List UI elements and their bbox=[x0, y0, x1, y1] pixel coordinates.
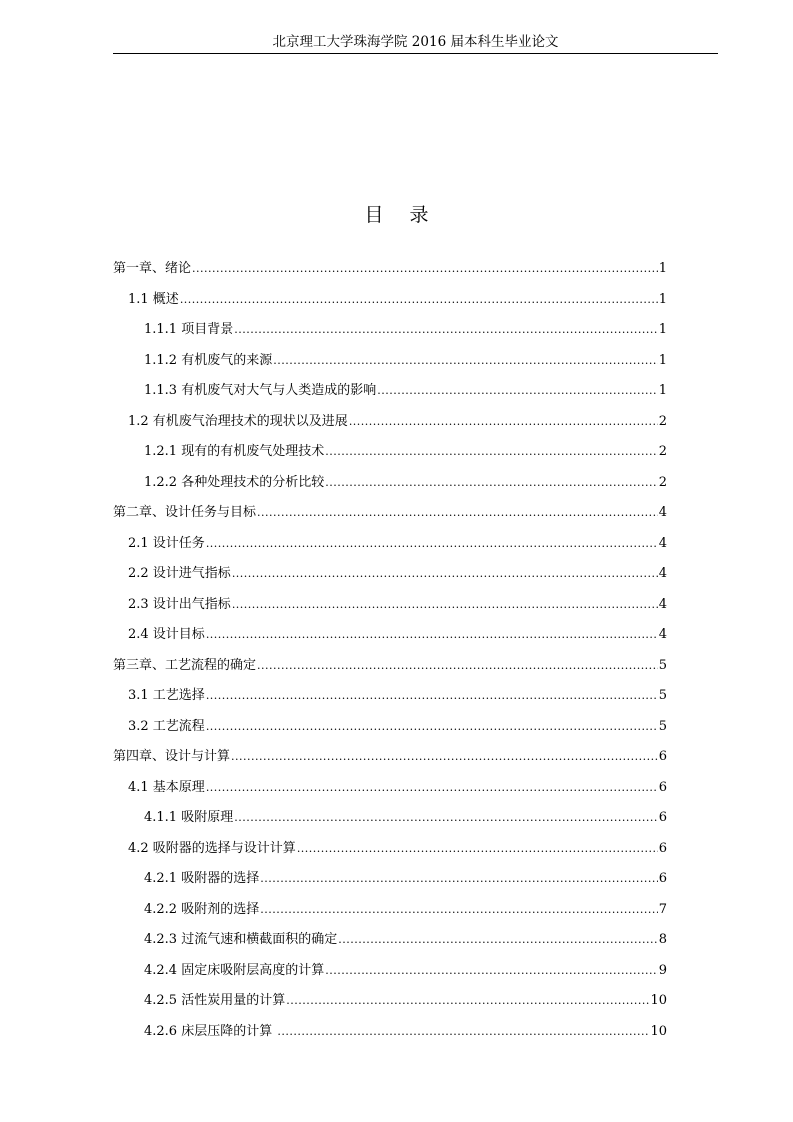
toc-dot-leader bbox=[234, 807, 658, 829]
toc-title bbox=[0, 202, 793, 228]
toc-dot-leader bbox=[206, 716, 658, 738]
toc-dot-leader bbox=[273, 350, 658, 372]
toc-entry-page: 8 bbox=[658, 932, 667, 947]
toc-dot-leader bbox=[180, 289, 658, 311]
toc-entry-label: 1.2.1 现有的有机废气处理技术 bbox=[144, 444, 325, 459]
toc-dot-leader bbox=[206, 533, 658, 555]
toc-entry-page: 5 bbox=[658, 688, 667, 703]
toc-entry-label: 4.1 基本原理 bbox=[128, 779, 205, 795]
toc-entry-label: 第三章、工艺流程的确定 bbox=[113, 657, 257, 673]
toc-entry-label: 4.2.4 固定床吸附层高度的计算 bbox=[144, 962, 325, 978]
toc-entry[interactable] bbox=[113, 776, 667, 807]
toc-dot-leader bbox=[192, 258, 658, 280]
toc-entry[interactable] bbox=[113, 440, 667, 471]
toc-dot-leader bbox=[206, 685, 658, 707]
toc-entry-label: 2.4 设计目标 bbox=[128, 627, 205, 642]
toc-entry-label: 3.2 工艺流程 bbox=[128, 718, 205, 734]
toc-entry-label: 1.1.3 有机废气对大气与人类造成的影响 bbox=[144, 383, 377, 398]
toc-entry-label: 1.1.2 有机废气的来源 bbox=[144, 352, 273, 368]
toc-entry-page: 6 bbox=[658, 871, 667, 886]
toc-dot-leader bbox=[377, 380, 658, 402]
toc-entry-page: 10 bbox=[650, 1023, 667, 1039]
toc-entry-label: 第四章、设计与计算 bbox=[113, 749, 231, 764]
toc-entry-label: 4.2.6 床层压降的计算 bbox=[144, 1023, 277, 1039]
toc-dot-leader bbox=[206, 777, 658, 799]
toc-entry-page: 2 bbox=[658, 474, 667, 490]
toc-entry[interactable] bbox=[113, 684, 667, 715]
toc-dot-leader bbox=[257, 655, 658, 677]
toc-dot-leader bbox=[277, 1021, 649, 1043]
toc-dot-leader bbox=[286, 990, 649, 1012]
toc-entry-label: 2.2 设计进气指标 bbox=[128, 566, 231, 581]
toc-entry-label: 1.1.1 项目背景 bbox=[144, 322, 234, 337]
toc-entry-label: 4.2.1 吸附器的选择 bbox=[144, 871, 260, 886]
toc-entry-page: 9 bbox=[658, 962, 667, 978]
toc-entry[interactable] bbox=[113, 928, 667, 959]
toc-entry[interactable] bbox=[113, 867, 667, 898]
toc-dot-leader bbox=[260, 899, 658, 921]
toc-entry-page: 1 bbox=[658, 322, 667, 337]
toc-entry-label: 4.2.3 过流气速和横截面积的确定 bbox=[144, 932, 338, 947]
toc-entry[interactable] bbox=[113, 501, 667, 532]
toc-entry-label: 1.2.2 各种处理技术的分析比较 bbox=[144, 474, 325, 490]
toc-entry-label: 1.1 概述 bbox=[128, 291, 179, 307]
toc-entry-page: 4 bbox=[658, 596, 667, 612]
toc-entry-label: 第一章、绪论 bbox=[113, 261, 192, 276]
running-header: 北京理工大学珠海学院 2016 届本科生毕业论文 bbox=[272, 34, 559, 50]
toc-entry[interactable] bbox=[113, 745, 667, 776]
toc-dot-leader bbox=[325, 472, 658, 494]
toc-dot-leader bbox=[234, 319, 658, 341]
toc-dot-leader bbox=[297, 838, 658, 860]
toc-dot-leader bbox=[260, 868, 658, 890]
toc-entry[interactable] bbox=[113, 562, 667, 593]
toc-entry-page: 1 bbox=[658, 383, 667, 398]
toc-entry[interactable] bbox=[113, 715, 667, 746]
toc-entry[interactable] bbox=[113, 257, 667, 288]
toc-dot-leader bbox=[231, 746, 658, 768]
toc-entry[interactable] bbox=[113, 898, 667, 929]
toc-entry-page: 4 bbox=[658, 566, 667, 581]
toc-entry-page: 5 bbox=[658, 657, 667, 673]
toc-entry-page: 4 bbox=[658, 535, 667, 551]
toc-dot-leader bbox=[338, 929, 658, 951]
toc-dot-leader bbox=[325, 960, 658, 982]
toc-entry-label: 4.2.2 吸附剂的选择 bbox=[144, 901, 260, 917]
toc-entry-page: 4 bbox=[658, 627, 667, 642]
toc-entry-label: 2.3 设计出气指标 bbox=[128, 596, 231, 612]
toc-entry[interactable] bbox=[113, 654, 667, 685]
toc-entry[interactable] bbox=[113, 837, 667, 868]
toc-entry-page: 6 bbox=[658, 840, 667, 856]
toc-entry[interactable] bbox=[113, 410, 667, 441]
toc-dot-leader bbox=[206, 624, 658, 646]
toc-entry[interactable] bbox=[113, 318, 667, 349]
toc-entry-page: 2 bbox=[658, 413, 667, 429]
toc-entry-page: 7 bbox=[658, 901, 667, 917]
toc-entry-label: 1.2 有机废气治理技术的现状以及进展 bbox=[128, 413, 348, 429]
toc-title-char-2: 录 bbox=[409, 204, 429, 226]
toc-entry-page: 5 bbox=[658, 718, 667, 734]
toc-dot-leader bbox=[232, 594, 658, 616]
toc-dot-leader bbox=[349, 411, 658, 433]
table-of-contents bbox=[113, 257, 667, 1050]
toc-entry-label: 第二章、设计任务与目标 bbox=[113, 505, 257, 520]
toc-dot-leader bbox=[257, 502, 658, 524]
toc-entry-label: 2.1 设计任务 bbox=[128, 535, 205, 551]
toc-entry[interactable] bbox=[113, 593, 667, 624]
toc-entry-page: 2 bbox=[658, 444, 667, 459]
toc-entry-label: 3.1 工艺选择 bbox=[128, 688, 205, 703]
toc-entry[interactable] bbox=[113, 288, 667, 319]
toc-entry-label: 4.2.5 活性炭用量的计算 bbox=[144, 993, 286, 1008]
toc-entry[interactable] bbox=[113, 532, 667, 563]
toc-entry-label: 4.2 吸附器的选择与设计计算 bbox=[128, 840, 296, 856]
toc-entry[interactable] bbox=[113, 349, 667, 380]
toc-entry[interactable] bbox=[113, 623, 667, 654]
toc-entry[interactable] bbox=[113, 806, 667, 837]
toc-entry[interactable] bbox=[113, 989, 667, 1020]
toc-entry-page: 4 bbox=[658, 505, 667, 520]
toc-entry-page: 6 bbox=[658, 779, 667, 795]
toc-dot-leader bbox=[232, 563, 658, 585]
toc-entry-page: 1 bbox=[658, 291, 667, 307]
toc-entry[interactable] bbox=[113, 379, 667, 410]
toc-entry-page: 6 bbox=[658, 810, 667, 825]
toc-entry[interactable] bbox=[113, 959, 667, 990]
toc-dot-leader bbox=[325, 441, 658, 463]
toc-entry[interactable] bbox=[113, 471, 667, 502]
toc-entry-page: 1 bbox=[658, 352, 667, 368]
toc-entry-page: 6 bbox=[658, 749, 667, 764]
toc-entry-page: 10 bbox=[650, 993, 667, 1008]
toc-entry-page: 1 bbox=[658, 261, 667, 276]
header-rule bbox=[113, 53, 718, 54]
toc-entry[interactable] bbox=[113, 1020, 667, 1051]
toc-title-char-1: 目 bbox=[364, 204, 384, 226]
toc-entry-label: 4.1.1 吸附原理 bbox=[144, 810, 234, 825]
